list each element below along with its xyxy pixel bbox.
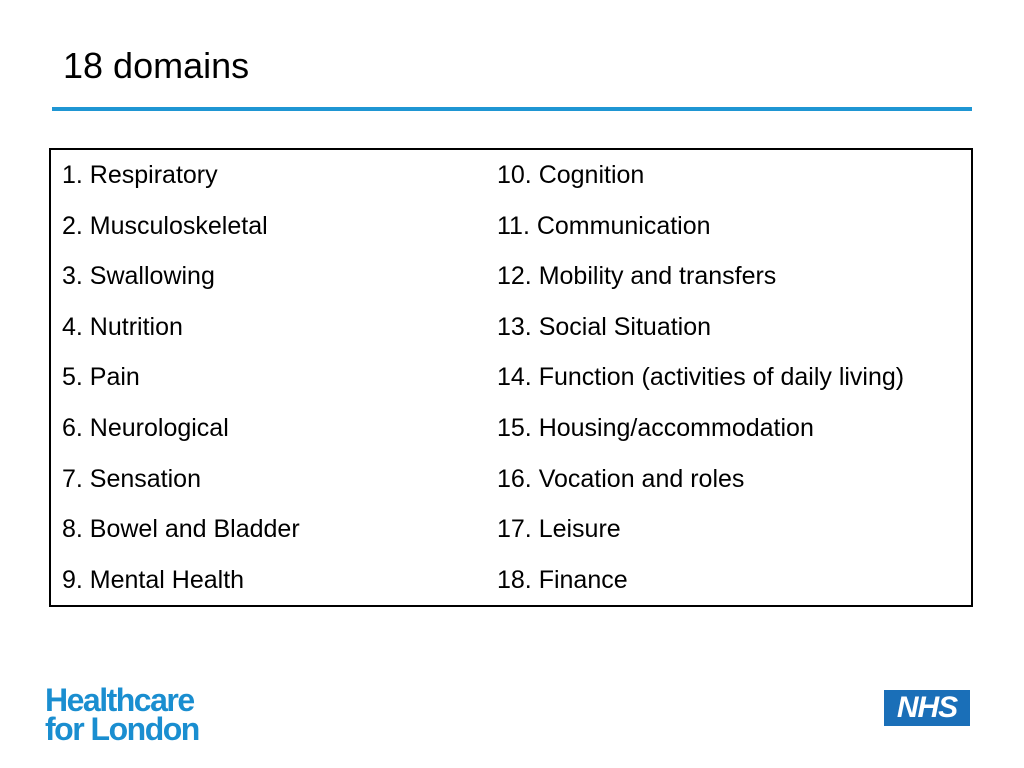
slide-title: 18 domains bbox=[63, 45, 250, 86]
domain-item: 2. Musculoskeletal bbox=[62, 211, 268, 240]
domain-item: 14. Function (activities of daily living) bbox=[497, 363, 905, 392]
domains-right-column bbox=[497, 150, 904, 605]
domain-item: 9. Mental Health bbox=[62, 565, 245, 594]
domain-item: 17. Leisure bbox=[497, 515, 621, 544]
domain-item: 18. Finance bbox=[497, 565, 628, 594]
domain-item: 10. Cognition bbox=[497, 161, 645, 189]
domain-item: 12. Mobility and transfers bbox=[497, 262, 777, 291]
domain-item: 4. Nutrition bbox=[62, 312, 183, 341]
domain-item: 15. Housing/accommodation bbox=[497, 413, 814, 442]
domains-table bbox=[49, 148, 973, 607]
title-divider bbox=[52, 107, 972, 111]
domain-item: 3. Swallowing bbox=[62, 262, 215, 291]
logo-line-1: Healthcare bbox=[45, 682, 194, 718]
domain-item: 5. Pain bbox=[62, 363, 140, 392]
logo-line-2: for London bbox=[45, 711, 199, 747]
healthcare-for-london-logo bbox=[45, 682, 199, 747]
domains-left-column bbox=[62, 150, 300, 605]
nhs-logo: NHS bbox=[884, 690, 970, 726]
domain-item: 11. Communication bbox=[497, 211, 711, 240]
domain-item: 8. Bowel and Bladder bbox=[62, 515, 300, 544]
domain-item: 16. Vocation and roles bbox=[497, 464, 745, 493]
domain-item: 1. Respiratory bbox=[62, 161, 218, 189]
domain-item: 13. Social Situation bbox=[497, 312, 712, 341]
domain-item: 6. Neurological bbox=[62, 413, 229, 442]
domain-item: 7. Sensation bbox=[62, 464, 201, 493]
